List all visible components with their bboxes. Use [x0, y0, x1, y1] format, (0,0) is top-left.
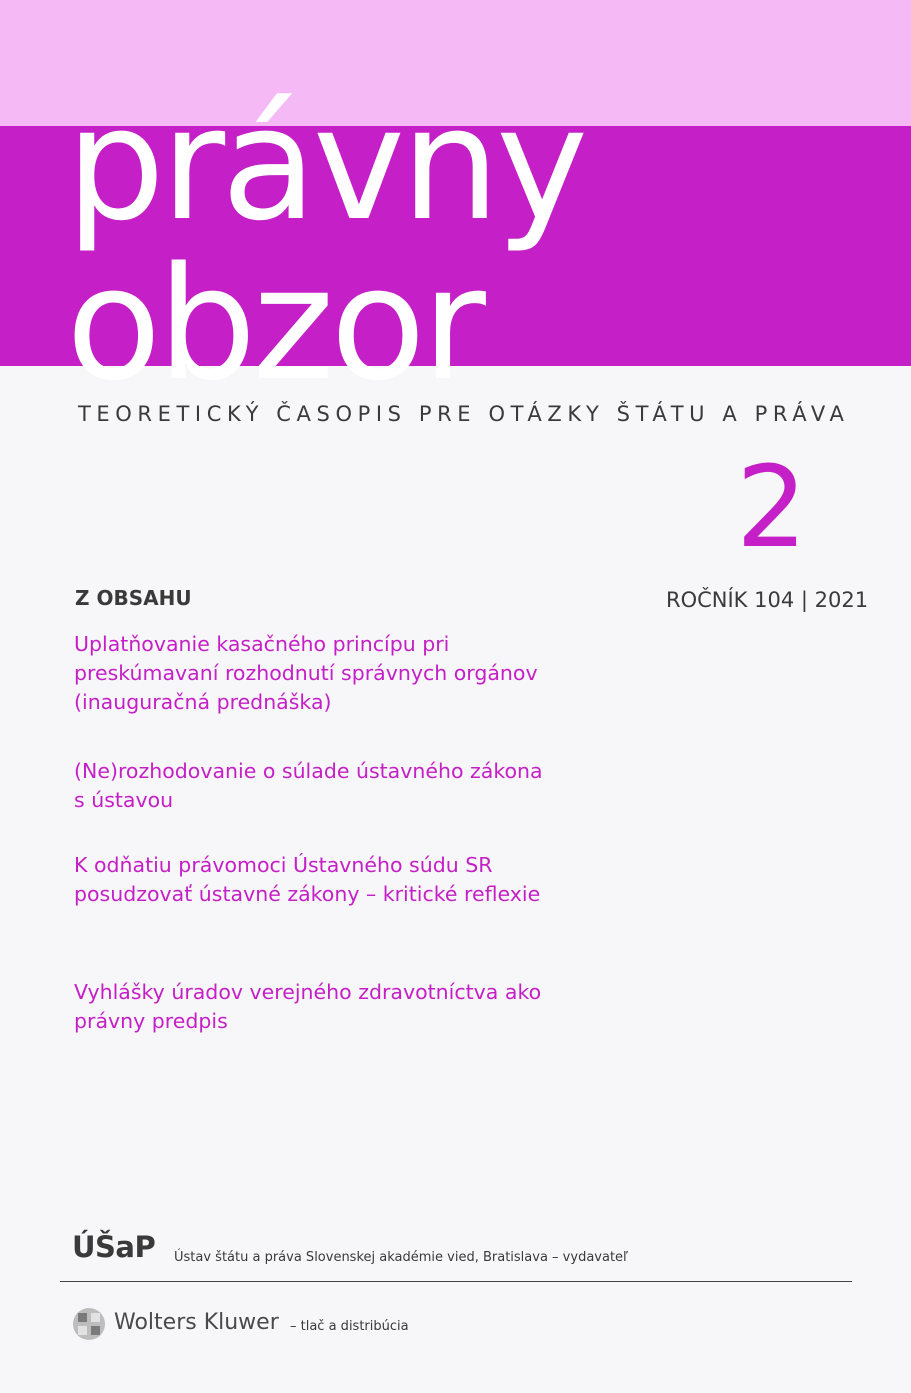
contents-heading: Z OBSAHU: [75, 586, 192, 610]
wolters-kluwer-logo-icon: [72, 1307, 106, 1341]
divider: [60, 1281, 852, 1282]
article-title: Vyhlášky úradov verejného zdravotníctva ako právny predpis: [74, 980, 542, 1033]
usap-logo: ÚŠaP: [72, 1230, 156, 1264]
journal-subtitle: TEORETICKÝ ČASOPIS PRE OTÁZKY ŠTÁTU A PRÁVA: [78, 402, 850, 426]
issue-number: 2: [736, 443, 808, 573]
article-title: (Ne)rozhodovanie o súlade ústavného zákona s ústavou: [74, 759, 543, 812]
article-title: K odňatiu právomoci Ústavného súdu SR posudzovať ústavné zákony – kritické reflexie: [74, 853, 541, 906]
distributor-role: – tlač a distribúcia: [290, 1319, 409, 1334]
distributor-name: Wolters Kluwer: [114, 1310, 279, 1335]
article-title: Uplatňovanie kasačného princípu pri preskúmavaní rozhodnutí správnych orgánov (inauguračná prednáška): [74, 632, 538, 714]
publisher-description: Ústav štátu a práva Slovenskej akadémie vied, Bratislava – vydavateľ: [174, 1250, 628, 1265]
masthead-line-1: právny: [66, 73, 585, 255]
volume-year: ROČNÍK 104 | 2021: [666, 588, 869, 612]
masthead-line-2: obzor: [66, 233, 482, 415]
